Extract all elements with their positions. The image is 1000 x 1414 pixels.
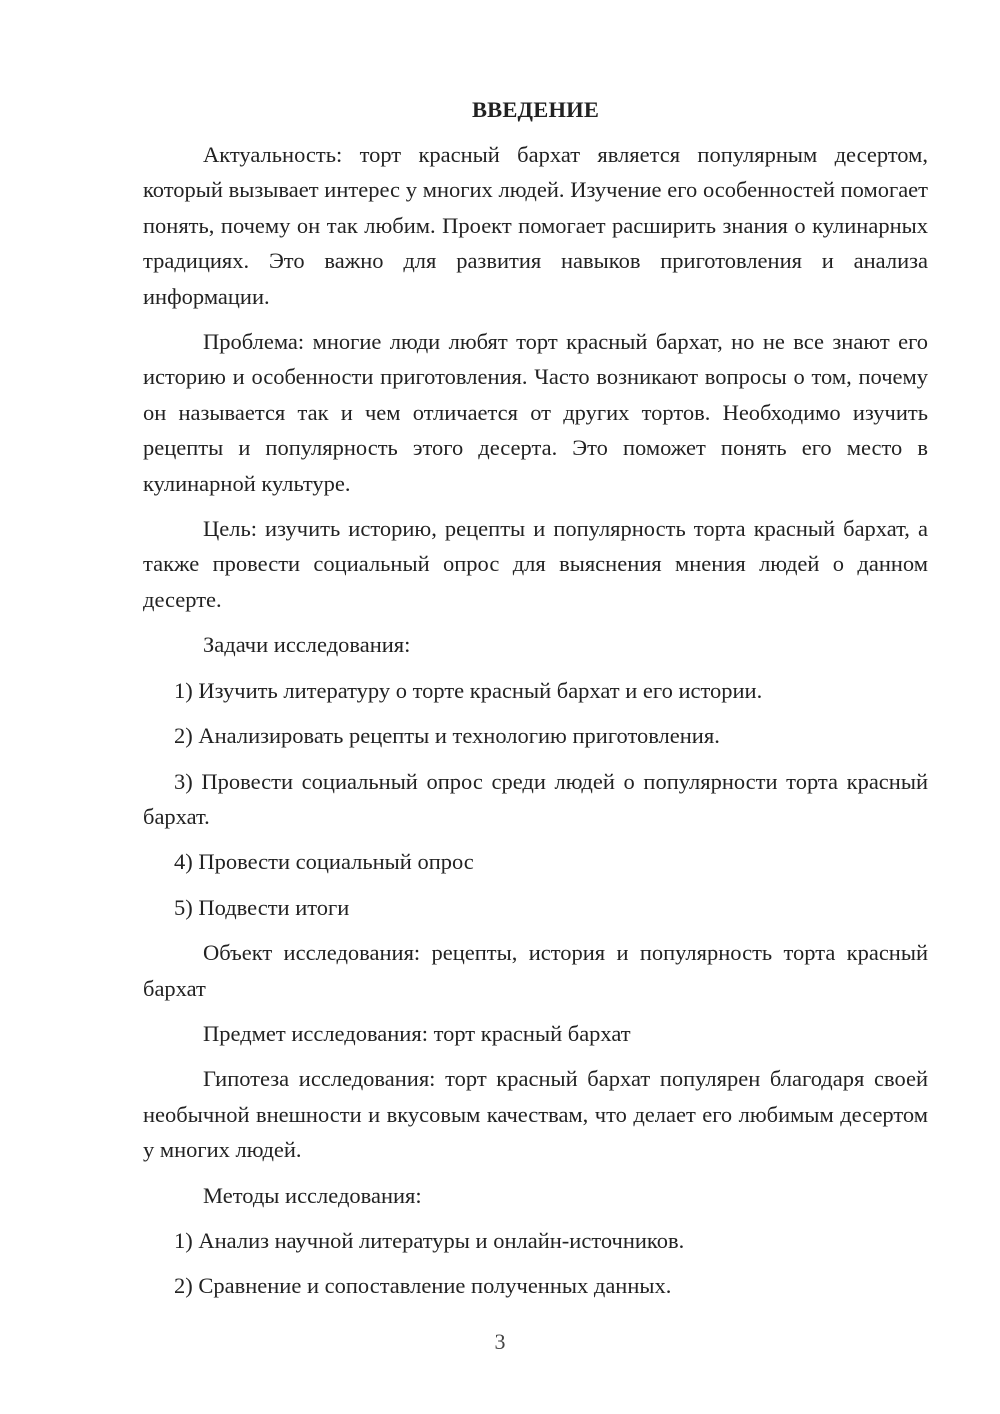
page-number: 3: [494, 1329, 506, 1354]
task-item: 2) Анализировать рецепты и технологию приготовления.: [174, 723, 720, 749]
method-item: 2) Сравнение и сопоставление полученных данных.: [174, 1273, 672, 1299]
object-paragraph: Объект исследования: рецепты, история и популярность торта красный бархат: [143, 940, 928, 1001]
methods-heading: Методы исследования:: [203, 1182, 422, 1208]
subject-paragraph: Предмет исследования: торт красный бархат: [203, 1020, 631, 1046]
problem-paragraph: Проблема: многие люди любят торт красный бархат, но не все знают его историю и особенности приготовления. Часто возникают вопросы о том, почему он называется так и чем отличается от других тортов. Необходимо изучить рецепты и популярность этого десерта. Это поможет понять его место в кулинарной культуре.: [143, 329, 928, 496]
hypothesis-paragraph: Гипотеза исследования: торт красный бархат популярен благодаря своей необычной внешности и вкусовым качествам, что делает его любимым десертом у многих людей.: [143, 1066, 928, 1163]
tasks-heading: Задачи исследования:: [203, 632, 411, 658]
method-item: 1) Анализ научной литературы и онлайн-источников.: [174, 1227, 685, 1253]
section-title: ВВЕДЕНИЕ: [471, 97, 600, 122]
task-item: 4) Провести социальный опрос: [174, 849, 474, 875]
document-page: [143, 92, 928, 1314]
goal-paragraph: Цель: изучить историю, рецепты и популярность торта красный бархат, а также провести социальный опрос для выяснения мнения людей о данном десерте.: [143, 516, 928, 612]
task-item: 3) Провести социальный опрос среди людей о популярности торта красный бархат.: [143, 768, 928, 829]
task-item: 5) Подвести итоги: [174, 894, 350, 920]
relevance-paragraph: Актуальность: торт красный бархат является популярным десертом, который вызывает интерес у многих людей. Изучение его особенностей помогает понять, почему он так любим. Проект помогает расширить знания о кулинарных традициях. Это важно для развития навыков приготовления и анализа информации.: [143, 142, 928, 309]
task-item: 1) Изучить литературу о торте красный бархат и его истории.: [174, 677, 763, 703]
